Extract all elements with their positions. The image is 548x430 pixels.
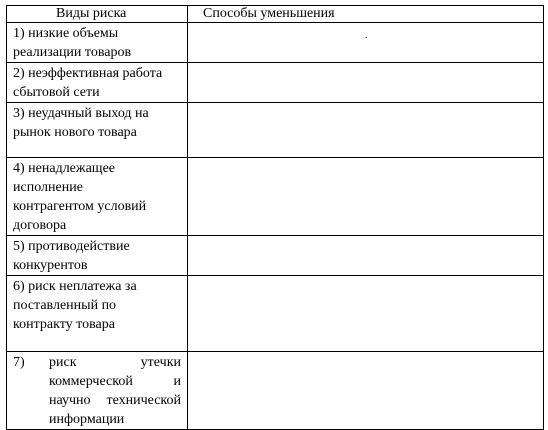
risk-cell (7, 276, 188, 352)
risk-line: договора (13, 218, 67, 233)
table-row (7, 352, 544, 430)
risk-line: научно технической (49, 393, 181, 408)
header-reduction-methods: Способы уменьшения (188, 6, 544, 23)
risk-cell (7, 103, 188, 158)
header-risk-types: Виды риска (7, 6, 188, 23)
method-cell[interactable] (188, 23, 544, 63)
risk-line: 2) неэффективная работа (13, 66, 163, 81)
risk-cell (7, 23, 188, 63)
method-cell[interactable] (188, 158, 544, 236)
table-row (7, 103, 544, 158)
risk-line: информации (49, 412, 125, 427)
risk-line: контрагентом условий (13, 199, 147, 214)
risk-table (6, 5, 544, 430)
risk-line: исполнение (13, 180, 83, 195)
risk-number: 7) (13, 355, 25, 370)
risk-item-7 (13, 353, 181, 429)
risk-cell (7, 63, 188, 103)
risk-cell (7, 158, 188, 236)
method-cell[interactable] (188, 276, 544, 352)
risk-line: 5) противодействие (13, 239, 130, 254)
risk-line: конкурентов (13, 258, 88, 273)
risk-line: 4) ненадлежащее (13, 161, 115, 176)
risk-line: риск утечки (49, 355, 181, 370)
risk-line: коммерческой и (49, 374, 181, 389)
table-row (7, 276, 544, 352)
table-row (7, 23, 544, 63)
table-row (7, 236, 544, 276)
risk-line: 1) низкие объемы (13, 26, 119, 41)
risk-line: 6) риск неплатежа за (13, 279, 137, 294)
table-row (7, 63, 544, 103)
risk-line: поставленный по (13, 298, 117, 313)
risk-cell (7, 352, 188, 430)
risk-line: сбытовой сети (13, 85, 100, 100)
risk-text (49, 353, 181, 429)
stray-mark: . (365, 30, 368, 41)
method-cell[interactable] (188, 103, 544, 158)
method-cell[interactable] (188, 352, 544, 430)
table-row (7, 158, 544, 236)
risk-cell (7, 236, 188, 276)
risk-line: 3) неудачный выход на (13, 106, 149, 121)
table-header-row (7, 6, 544, 23)
risk-line: рынок нового товара (13, 125, 137, 140)
method-cell[interactable] (188, 63, 544, 103)
risk-line: контракту товара (13, 317, 115, 332)
method-cell[interactable] (188, 236, 544, 276)
risk-line: реализации товаров (13, 45, 132, 60)
